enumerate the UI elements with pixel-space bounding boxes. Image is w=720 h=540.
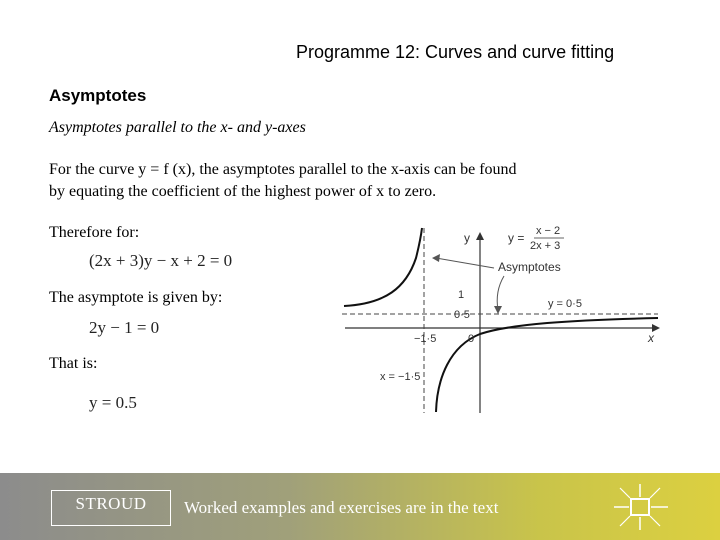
section-subheading: Asymptotes parallel to the x- and y-axes [49, 119, 306, 136]
asymptote-pointer-vertical [436, 258, 494, 268]
asymptote-pointer-horizontal-head [494, 306, 502, 314]
stroud-logo-text: STROUD [75, 494, 147, 513]
explanation-paragraph [49, 159, 589, 203]
asymptote-equation: 2y − 1 = 0 [89, 318, 160, 337]
asymptotes-label: Asymptotes [498, 260, 561, 274]
vertical-asymptote-label: x = −1·5 [380, 371, 421, 383]
function-lhs: y = [508, 231, 525, 245]
paragraph-line-2: by equating the coefficient of the highest power of x to zero. [49, 183, 437, 200]
tick-half: 0·5 [454, 309, 470, 321]
y-axis-label: y [464, 231, 470, 245]
curve-left-branch [344, 228, 422, 306]
asymptote-given-label: The asymptote is given by: [49, 289, 223, 306]
function-denominator: 2x + 3 [530, 240, 561, 252]
therefore-label: Therefore for: [49, 224, 140, 241]
asymptote-graph [340, 218, 670, 418]
tick-one: 1 [458, 289, 465, 301]
paragraph-line-1: For the curve y = f (x), the asymptotes parallel to the x-axis can be found [49, 161, 517, 178]
horizontal-asymptote-label: y = 0·5 [548, 298, 582, 310]
footer-note: Worked examples and exercises are in the text [184, 498, 499, 517]
tick-negative: −1·5 [414, 333, 437, 345]
asymptote-pointer-horizontal [497, 276, 504, 310]
compass-star-icon[interactable] [612, 482, 670, 532]
asymptote-pointer-vertical-head [432, 254, 440, 262]
tick-zero: 0 [468, 333, 475, 345]
function-numerator: x − 2 [536, 225, 561, 237]
page-title: Programme 12: Curves and curve fitting [296, 42, 615, 62]
curve-equation: (2x + 3)y − x + 2 = 0 [89, 251, 233, 270]
y-axis-arrow [476, 232, 484, 240]
x-axis-label: x [648, 331, 654, 345]
section-heading: Asymptotes [49, 86, 147, 105]
that-is-label: That is: [49, 355, 98, 372]
asymptote-result: y = 0.5 [89, 393, 137, 412]
